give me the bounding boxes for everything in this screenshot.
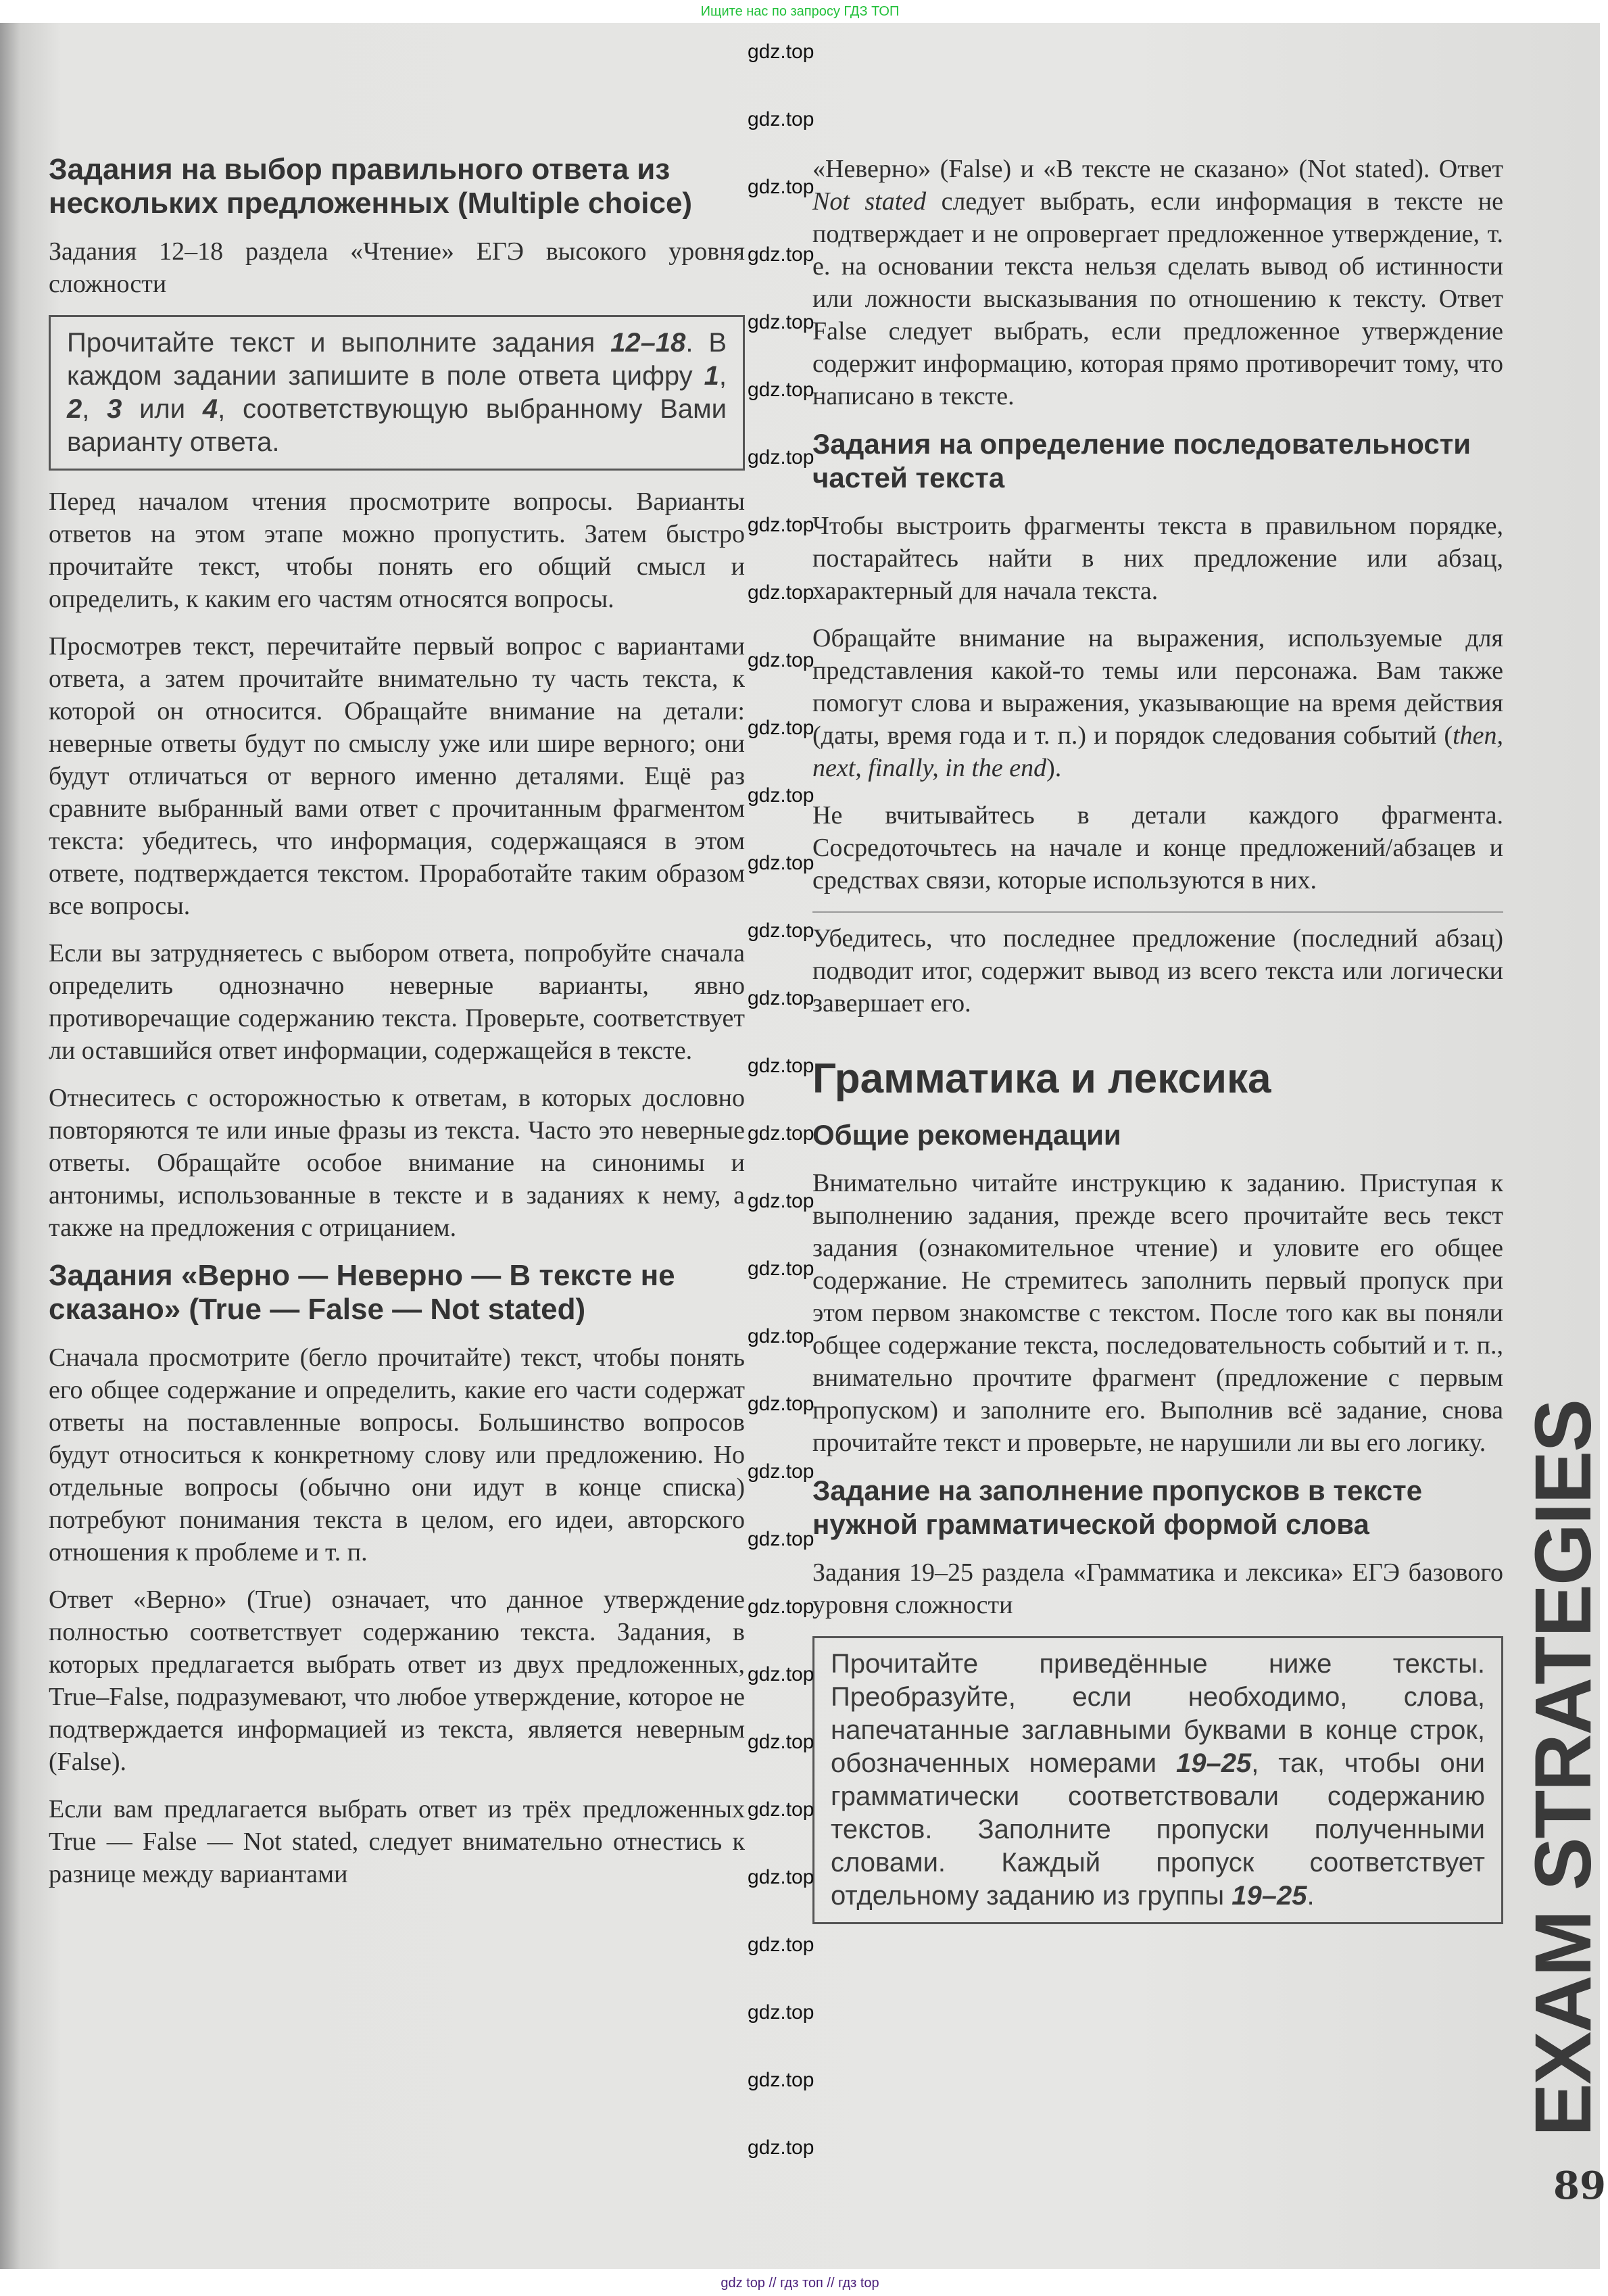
right-paragraph [812,510,1503,607]
left-paragraph [49,1583,745,1778]
search-banner: Ищите нас по запросу ГДЗ ТОП [700,4,900,19]
footer-banner: gdz top // гдз топ // гдз top [721,2276,879,2291]
text-run: «Неверно» (False) и «В тексте не сказано» (Not stated). Ответ [812,155,1503,183]
text-run: Задания на выбор правильного ответа из нескольких предложенных (Multiple choice) [49,153,693,220]
watermark-text: gdz.top [748,311,814,333]
emphasis-number: 19–25 [1175,1748,1252,1778]
text-run: , [718,361,727,391]
watermark-text: gdz.top [748,1325,814,1347]
text-run: Прочитайте текст и выполните задания [67,328,611,358]
watermark-text: gdz.top [748,1866,814,1888]
text-run: , [82,394,107,424]
emphasis-number: 2 [67,394,82,424]
text-run: Убедитесь, что последнее предложение (последний абзац) подводит итог, содержит вывод из всего текста или логически завершает его. [812,924,1503,1018]
text-run: Просмотрев текст, перечитайте первый вопрос с вариантами ответа, а затем прочитайте внимательно ту часть текста, к которой он относится. Обращайте внимание на детали: неверные ответы будут по смыслу уже или шире верного; они будут отличаться от верного именно деталями. Ещё раз сравните выбранный вами ответ с прочитанным фрагментом текста: убедитесь, что информация, содержащаяся в этом ответе, подтверждается текстом. Проработайте таким образом все вопросы. [49,632,745,920]
emphasis-number: 19–25 [1232,1881,1307,1911]
right-paragraph [812,911,1503,1020]
emphasis-number: 4 [202,394,218,424]
watermark-text: gdz.top [748,1122,814,1145]
watermark-text: gdz.top [748,1934,814,1956]
watermark-text: gdz.top [748,108,814,130]
text-run: Перед началом чтения просмотрите вопросы. Варианты ответов на этом этапе можно пропустить. Затем быстро прочитайте текст, чтобы понять его общий смысл и определить, к каким его частям относятся вопросы. [49,487,745,613]
text-run: Грамматика и лексика [812,1055,1271,1102]
watermark-text: gdz.top [748,1798,814,1821]
italic-phrase: Not stated [812,187,927,216]
right-section-heading [812,427,1503,495]
left-paragraph [49,1082,745,1244]
left-section-heading [49,1259,745,1326]
watermark-text: gdz.top [748,514,814,536]
right-section-heading [812,1118,1503,1152]
watermark-text: gdz.top [748,446,814,469]
text-run: , так, чтобы они грамматически соответствовали содержанию текстов. Заполните пропуски полученными словами. Каждый пропуск соответствует отдельному заданию из группы [831,1748,1485,1911]
emphasis-number: 12–18 [610,328,686,358]
emphasis-number: 3 [107,394,122,424]
watermark-text: gdz.top [748,852,814,874]
text-run: Ответ «Верно» (True) означает, что данное утверждение полностью соответствует содержанию текста. Задания, в которых предлагается выбрать ответ из двух предложенных, True–False, подразумевают, что любое утверждение, которое не подтверждается информацией из текста, является неверным (False). [49,1585,745,1776]
watermark-text: gdz.top [748,987,814,1009]
text-run: или [122,394,203,424]
watermark-text: gdz.top [748,717,814,739]
text-run: Задание на заполнение пропусков в тексте нужной грамматической формой слова [812,1475,1423,1540]
left-paragraph [49,937,745,1067]
watermark-text: gdz.top [748,1393,814,1415]
text-run: , соответствующую выбранному Вами варианту ответа. [67,394,727,457]
right-paragraph [812,1556,1503,1621]
watermark-text: gdz.top [748,1190,814,1212]
right-paragraph [812,1167,1503,1459]
text-run: Не вчитывайтесь в детали каждого фрагмента. Сосредоточьтесь на начале и конце предложений/абзацев и средствах связи, которые используются в них. [812,801,1503,894]
left-instruction-box [49,315,745,471]
text-run: Обращайте внимание на выражения, используемые для представления какой-то темы или персонажа. Вам также помогут слова и выражения, указывающие на время действия (даты, время года и т. п.) и порядок следования событий ( [812,624,1503,750]
text-run: Задания 12–18 раздела «Чтение» ЕГЭ высокого уровня сложности [49,237,745,298]
left-column [49,153,745,1905]
text-run: Отнеситесь с осторожностью к ответам, в которых дословно повторяются те или иные фразы из текста. Часто это неверные ответы. Обращайте особое внимание на синонимы и антонимы, использованные в тексте и в заданиях к нему, а также на предложения с отрицанием. [49,1084,745,1242]
watermark-text: gdz.top [748,1055,814,1077]
right-section-heading [812,1474,1503,1541]
text-run: следует выбрать, если информация в тексте не подтверждает и не опровергает предложенное утверждение, т. е. на основании текста нельзя сделать вывод об истинности или ложности высказывания по отношению к тексту. Ответ False следует выбрать, если предложенное утверждение содержит информацию, которая прямо противоречит тому, что написано в тексте. [812,187,1503,410]
watermark-text: gdz.top [748,784,814,807]
watermark-text: gdz.top [748,2069,814,2091]
watermark-text: gdz.top [748,2001,814,2024]
text-run: . [1307,1881,1315,1911]
text-run: Если вам предлагается выбрать ответ из трёх предложенных True — False — Not stated, следует внимательно отнестись к разнице между вариантами [49,1795,745,1888]
section-side-label: EXAM STRATEGIES [1519,1400,1608,2136]
text-run: Чтобы выстроить фрагменты текста в правильном порядке, постарайтесь найти в них предложение или абзац, характерный для начала текста. [812,512,1503,605]
page-number: 89 [1553,2163,1606,2208]
italic-phrase: then, next, finally, in the end [812,721,1503,782]
right-paragraph [812,799,1503,896]
watermark-text: gdz.top [748,2136,814,2159]
watermark-text: gdz.top [748,581,814,604]
text-run: Задания «Верно — Неверно — В тексте не сказано» (True — False — Not stated) [49,1259,675,1326]
text-run: . В каждом задании запишите в поле ответа цифру [67,328,727,391]
watermark-text: gdz.top [748,1731,814,1753]
left-paragraph [49,235,745,300]
emphasis-number: 1 [704,361,719,391]
text-run: Задания 19–25 раздела «Грамматика и лексика» ЕГЭ базового уровня сложности [812,1558,1503,1619]
right-chapter-heading [812,1055,1503,1103]
watermark-text: gdz.top [748,1528,814,1550]
watermark-text: gdz.top [748,1663,814,1685]
right-instruction-box [812,1636,1503,1924]
watermark-text: gdz.top [748,919,814,942]
left-paragraph [49,1793,745,1890]
watermark-text: gdz.top [748,176,814,198]
watermark-text: gdz.top [748,379,814,401]
left-paragraph [49,1341,745,1569]
text-run: ). [1046,754,1062,782]
text-run: Внимательно читайте инструкцию к заданию. Приступая к выполнению задания, прежде всего прочитайте весь текст задания (ознакомительное чтение) и уловите его общее содержание. Не стремитесь заполнить первый пропуск при этом первом знакомстве с текстом. После того как вы поняли общее содержание текста, последовательность событий и т. п., внимательно прочтите фрагмент (предложение с первым пропуском) и заполните его. Выполнив всё задание, снова прочитайте текст и проверьте, не нарушили ли вы его логику. [812,1169,1503,1457]
watermark-text: gdz.top [748,1460,814,1483]
text-run: Задания на определение последовательности частей текста [812,428,1471,494]
right-paragraph [812,622,1503,784]
text-run: Прочитайте приведённые ниже тексты. Преобразуйте, если необходимо, слова, напечатанные заглавными буквами в конце строк, обозначенных номерами [831,1649,1485,1778]
text-run: Общие рекомендации [812,1119,1121,1151]
watermark-text: gdz.top [748,1258,814,1280]
watermark-text: gdz.top [748,41,814,63]
right-paragraph [812,153,1503,412]
left-paragraph [49,485,745,615]
text-run: Сначала просмотрите (бегло прочитайте) текст, чтобы понять его общее содержание и определить, какие его части содержат ответы на поставленные вопросы. Большинство вопросов будут относиться к конкретному слову или предложению. Но отдельные вопросы (обычно они идут в конце списка) потребуют понимания текста в целом, его идеи, авторского отношения к проблеме и т. п. [49,1343,745,1566]
text-run: Если вы затрудняетесь с выбором ответа, попробуйте сначала определить однозначно неверные варианты, явно противоречащие содержанию текста. Проверьте, соответствует ли оставшийся ответ информации, содержащейся в тексте. [49,939,745,1065]
watermark-text: gdz.top [748,243,814,266]
left-section-heading [49,153,745,220]
right-column [812,153,1503,1939]
watermark-text: gdz.top [748,1596,814,1618]
watermark-text: gdz.top [748,649,814,671]
left-paragraph [49,630,745,922]
